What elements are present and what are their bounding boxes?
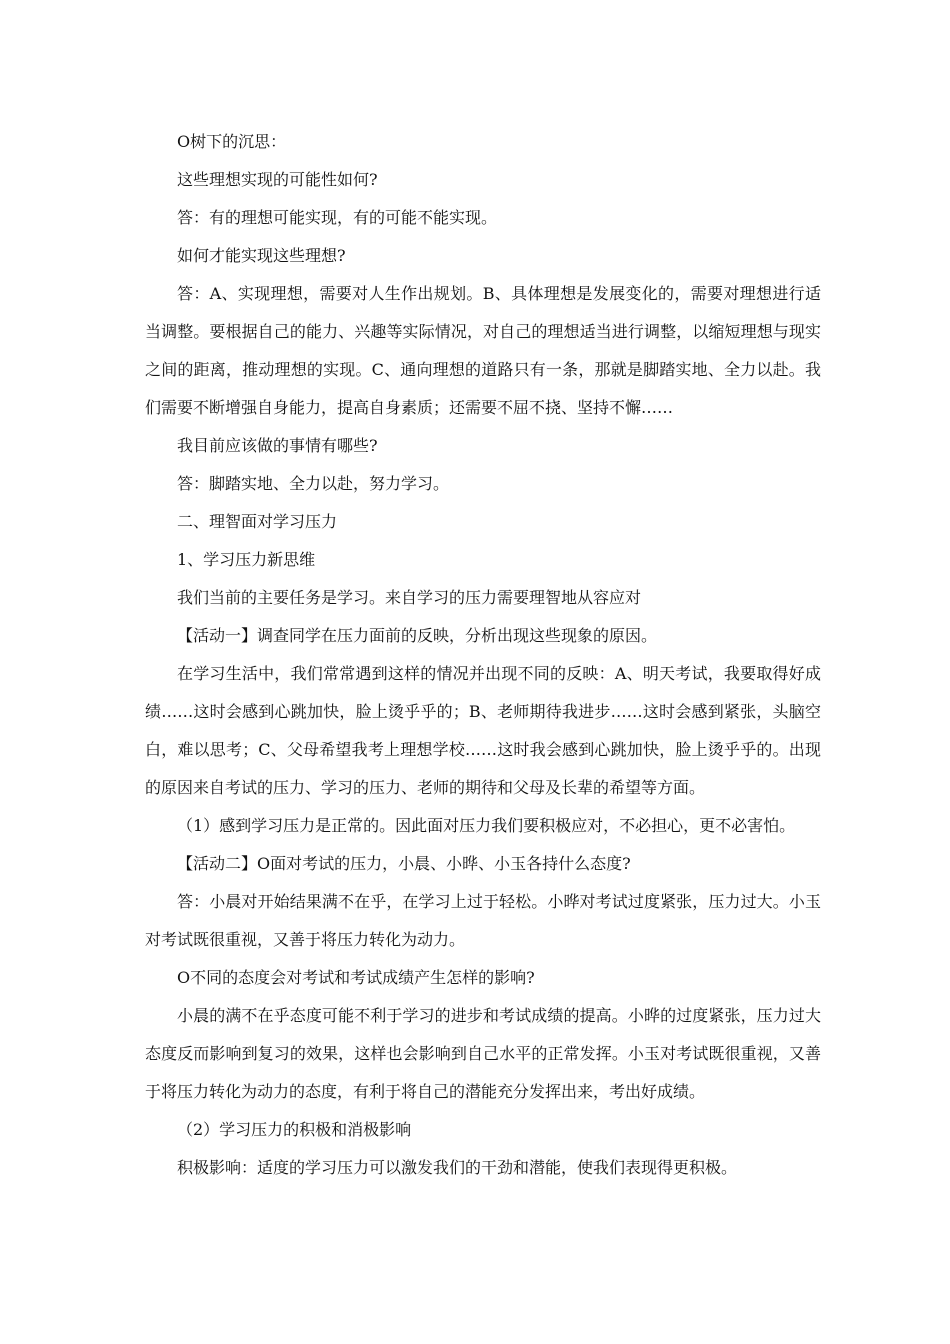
paragraph-point: （2）学习压力的积极和消极影响 [177,1120,412,1139]
paragraph-answer: 答：小晨对开始结果满不在乎，在学习上过于轻松。小晔对考试过度紧张，压力过大。小玉对考试既很重视，又善于将压力转化为动力。 [145,892,821,949]
paragraph-answer: 答：有的理想可能实现，有的可能不能实现。 [177,208,498,227]
paragraph-question: 我目前应该做的事情有哪些? [177,436,378,455]
paragraph-question: 这些理想实现的可能性如何? [177,170,378,189]
paragraph-answer: 答：A、实现理想，需要对人生作出规划。B、具体理想是发展变化的，需要对理想进行适当调整。要根据自己的能力、兴趣等实际情况，对自己的理想适当进行调整，以缩短理想与现实之间的距离，推动理想的实现。C、通向理想的道路只有一条，那就是脚踏实地、全力以赴。我们需要不断增强自身能力，提高自身素质；还需要不屈不挠、坚持不懈…… [145,284,821,417]
document-body [145,123,821,1187]
paragraph-text: 小晨的满不在乎态度可能不利于学习的进步和考试成绩的提高。小晔的过度紧张，压力过大态度反而影响到复习的效果，这样也会影响到自己水平的正常发挥。小玉对考试既很重视，又善于将压力转化为动力的态度，有利于将自己的潜能充分发挥出来，考出好成绩。 [145,1006,821,1101]
paragraph-point: （1）感到学习压力是正常的。因此面对压力我们要积极应对，不必担心，更不必害怕。 [177,816,796,835]
activity-heading: 【活动二】O面对考试的压力，小晨、小晔、小玉各持什么态度? [177,854,631,873]
paragraph-heading: O树下的沉思： [177,132,287,151]
paragraph-text: 我们当前的主要任务是学习。来自学习的压力需要理智地从容应对 [177,588,642,607]
paragraph-text: 在学习生活中，我们常常遇到这样的情况并出现不同的反映：A、明天考试，我要取得好成绩……这时会感到心跳加快，脸上烫乎乎的；B、老师期待我进步……这时会感到紧张，头脑空白，难以思考；C、父母希望我考上理想学校……这时我会感到心跳加快，脸上烫乎乎的。出现的原因来自考试的压力、学习的压力、老师的期待和父母及长辈的希望等方面。 [145,664,821,797]
paragraph-answer: 答：脚踏实地、全力以赴，努力学习。 [177,474,450,493]
section-heading: 二、理智面对学习压力 [177,512,338,531]
paragraph-question: 如何才能实现这些理想? [177,246,346,265]
paragraph-text: 积极影响：适度的学习压力可以激发我们的干劲和潜能，使我们表现得更积极。 [177,1158,738,1177]
activity-heading: 【活动一】调查同学在压力面前的反映，分析出现这些现象的原因。 [177,626,658,645]
paragraph-question: O不同的态度会对考试和考试成绩产生怎样的影响? [177,968,535,987]
subsection-heading: 1、学习压力新思维 [177,550,316,569]
